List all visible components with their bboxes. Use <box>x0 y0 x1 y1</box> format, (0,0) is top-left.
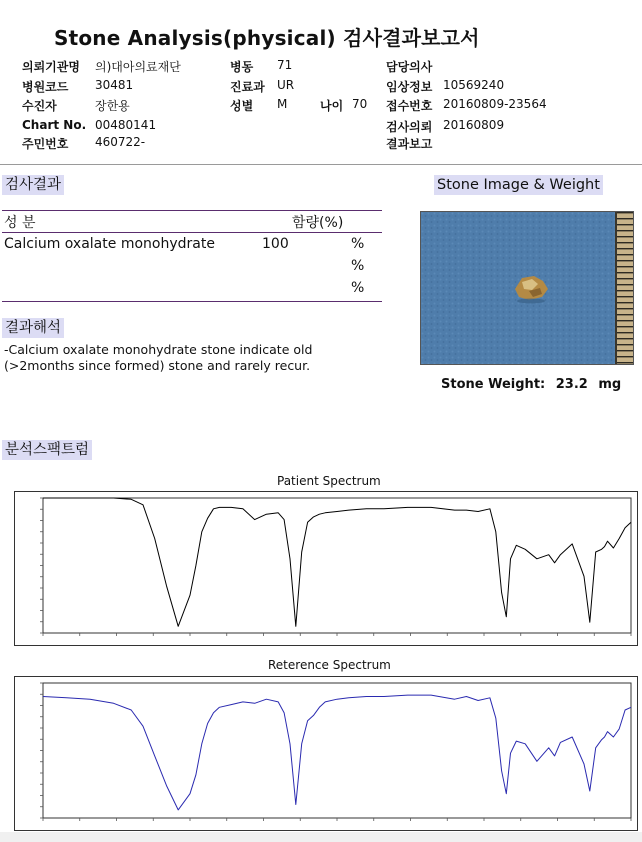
component-column-header: 성 분 <box>4 215 36 231</box>
patient-spectrum-chart <box>14 491 638 646</box>
dept-value: UR <box>277 78 295 92</box>
result-row-3-unit: % <box>351 280 365 296</box>
amount-column-header: 함량(%) <box>292 215 344 231</box>
chart-no-value: 00480141 <box>95 118 157 132</box>
stone-section-title: Stone Image & Weight <box>434 175 603 195</box>
dept-label: 진료과 <box>230 80 265 94</box>
ward-label: 병동 <box>230 60 254 74</box>
stone-weight-value: 23.2 <box>555 377 588 392</box>
ward-value: 71 <box>277 58 293 72</box>
resident-no-value: 460722- <box>95 135 146 149</box>
stone-weight <box>441 377 621 392</box>
clinical-info-label: 임상정보 <box>386 80 433 94</box>
results-table-top-rule <box>2 210 382 211</box>
stone-weight-label: Stone Weight: <box>441 377 546 392</box>
institution-label: 의뢰기관명 <box>22 60 80 74</box>
chart-no-label: Chart No. <box>22 118 87 132</box>
age-value: 70 <box>352 97 368 111</box>
interpretation-section-title: 결과해석 <box>2 318 64 338</box>
header-divider <box>0 164 642 165</box>
reference-spectrum-plot <box>15 677 637 830</box>
patient-label: 수진자 <box>22 99 57 113</box>
request-date-label: 검사의뢰 <box>386 120 433 134</box>
patient-plot-frame <box>43 498 631 633</box>
report-title: Stone Analysis(physical) 검사결과보고서 <box>54 26 480 50</box>
stone-weight-unit: mg <box>598 377 622 392</box>
patient-value: 장한용 <box>95 99 130 113</box>
hospital-code-value: 30481 <box>95 78 134 92</box>
results-table-bottom-rule <box>2 301 382 302</box>
result-row-2-unit: % <box>351 258 365 274</box>
interpretation-line-2: (>2months since formed) stone and rarely recur. <box>4 358 311 373</box>
interpretation-text <box>4 342 384 374</box>
hospital-code-label: 병원코드 <box>22 80 69 94</box>
receipt-no-label: 접수번호 <box>386 99 433 113</box>
result-row-1-unit: % <box>351 236 365 252</box>
reference-spectrum-chart <box>14 676 638 831</box>
reference-spectrum-title: Reterence Spectrum <box>268 658 391 672</box>
report-date-label: 결과보고 <box>386 137 433 151</box>
receipt-no-value: 20160809-23564 <box>443 97 547 111</box>
results-section-title: 검사결과 <box>2 175 64 195</box>
patient-spectrum-plot <box>15 492 637 645</box>
institution-value: 의)대아의료재단 <box>95 60 181 74</box>
age-label: 나이 <box>320 99 344 113</box>
spectrum-section-title: 분석스팩트럼 <box>2 440 92 460</box>
sex-label: 성별 <box>230 99 254 113</box>
clinical-info-value: 10569240 <box>443 78 505 92</box>
results-header-rule <box>2 232 382 233</box>
interpretation-line-1: -Calcium oxalate monohydrate stone indicate old <box>4 342 313 357</box>
sex-value: M <box>277 97 288 111</box>
reference-plot-frame <box>43 683 631 818</box>
result-row-1-component: Calcium oxalate monohydrate <box>4 236 215 252</box>
request-date-value: 20160809 <box>443 118 505 132</box>
reference-spectrum-line <box>43 695 631 810</box>
patient-spectrum-title: Patient Spectrum <box>277 474 381 488</box>
doctor-label: 담당의사 <box>386 60 433 74</box>
resident-no-label: 주민번호 <box>22 137 69 151</box>
stone-photo <box>420 211 634 365</box>
patient-spectrum-line <box>43 498 631 626</box>
result-row-1-amount: 100 <box>262 236 289 252</box>
